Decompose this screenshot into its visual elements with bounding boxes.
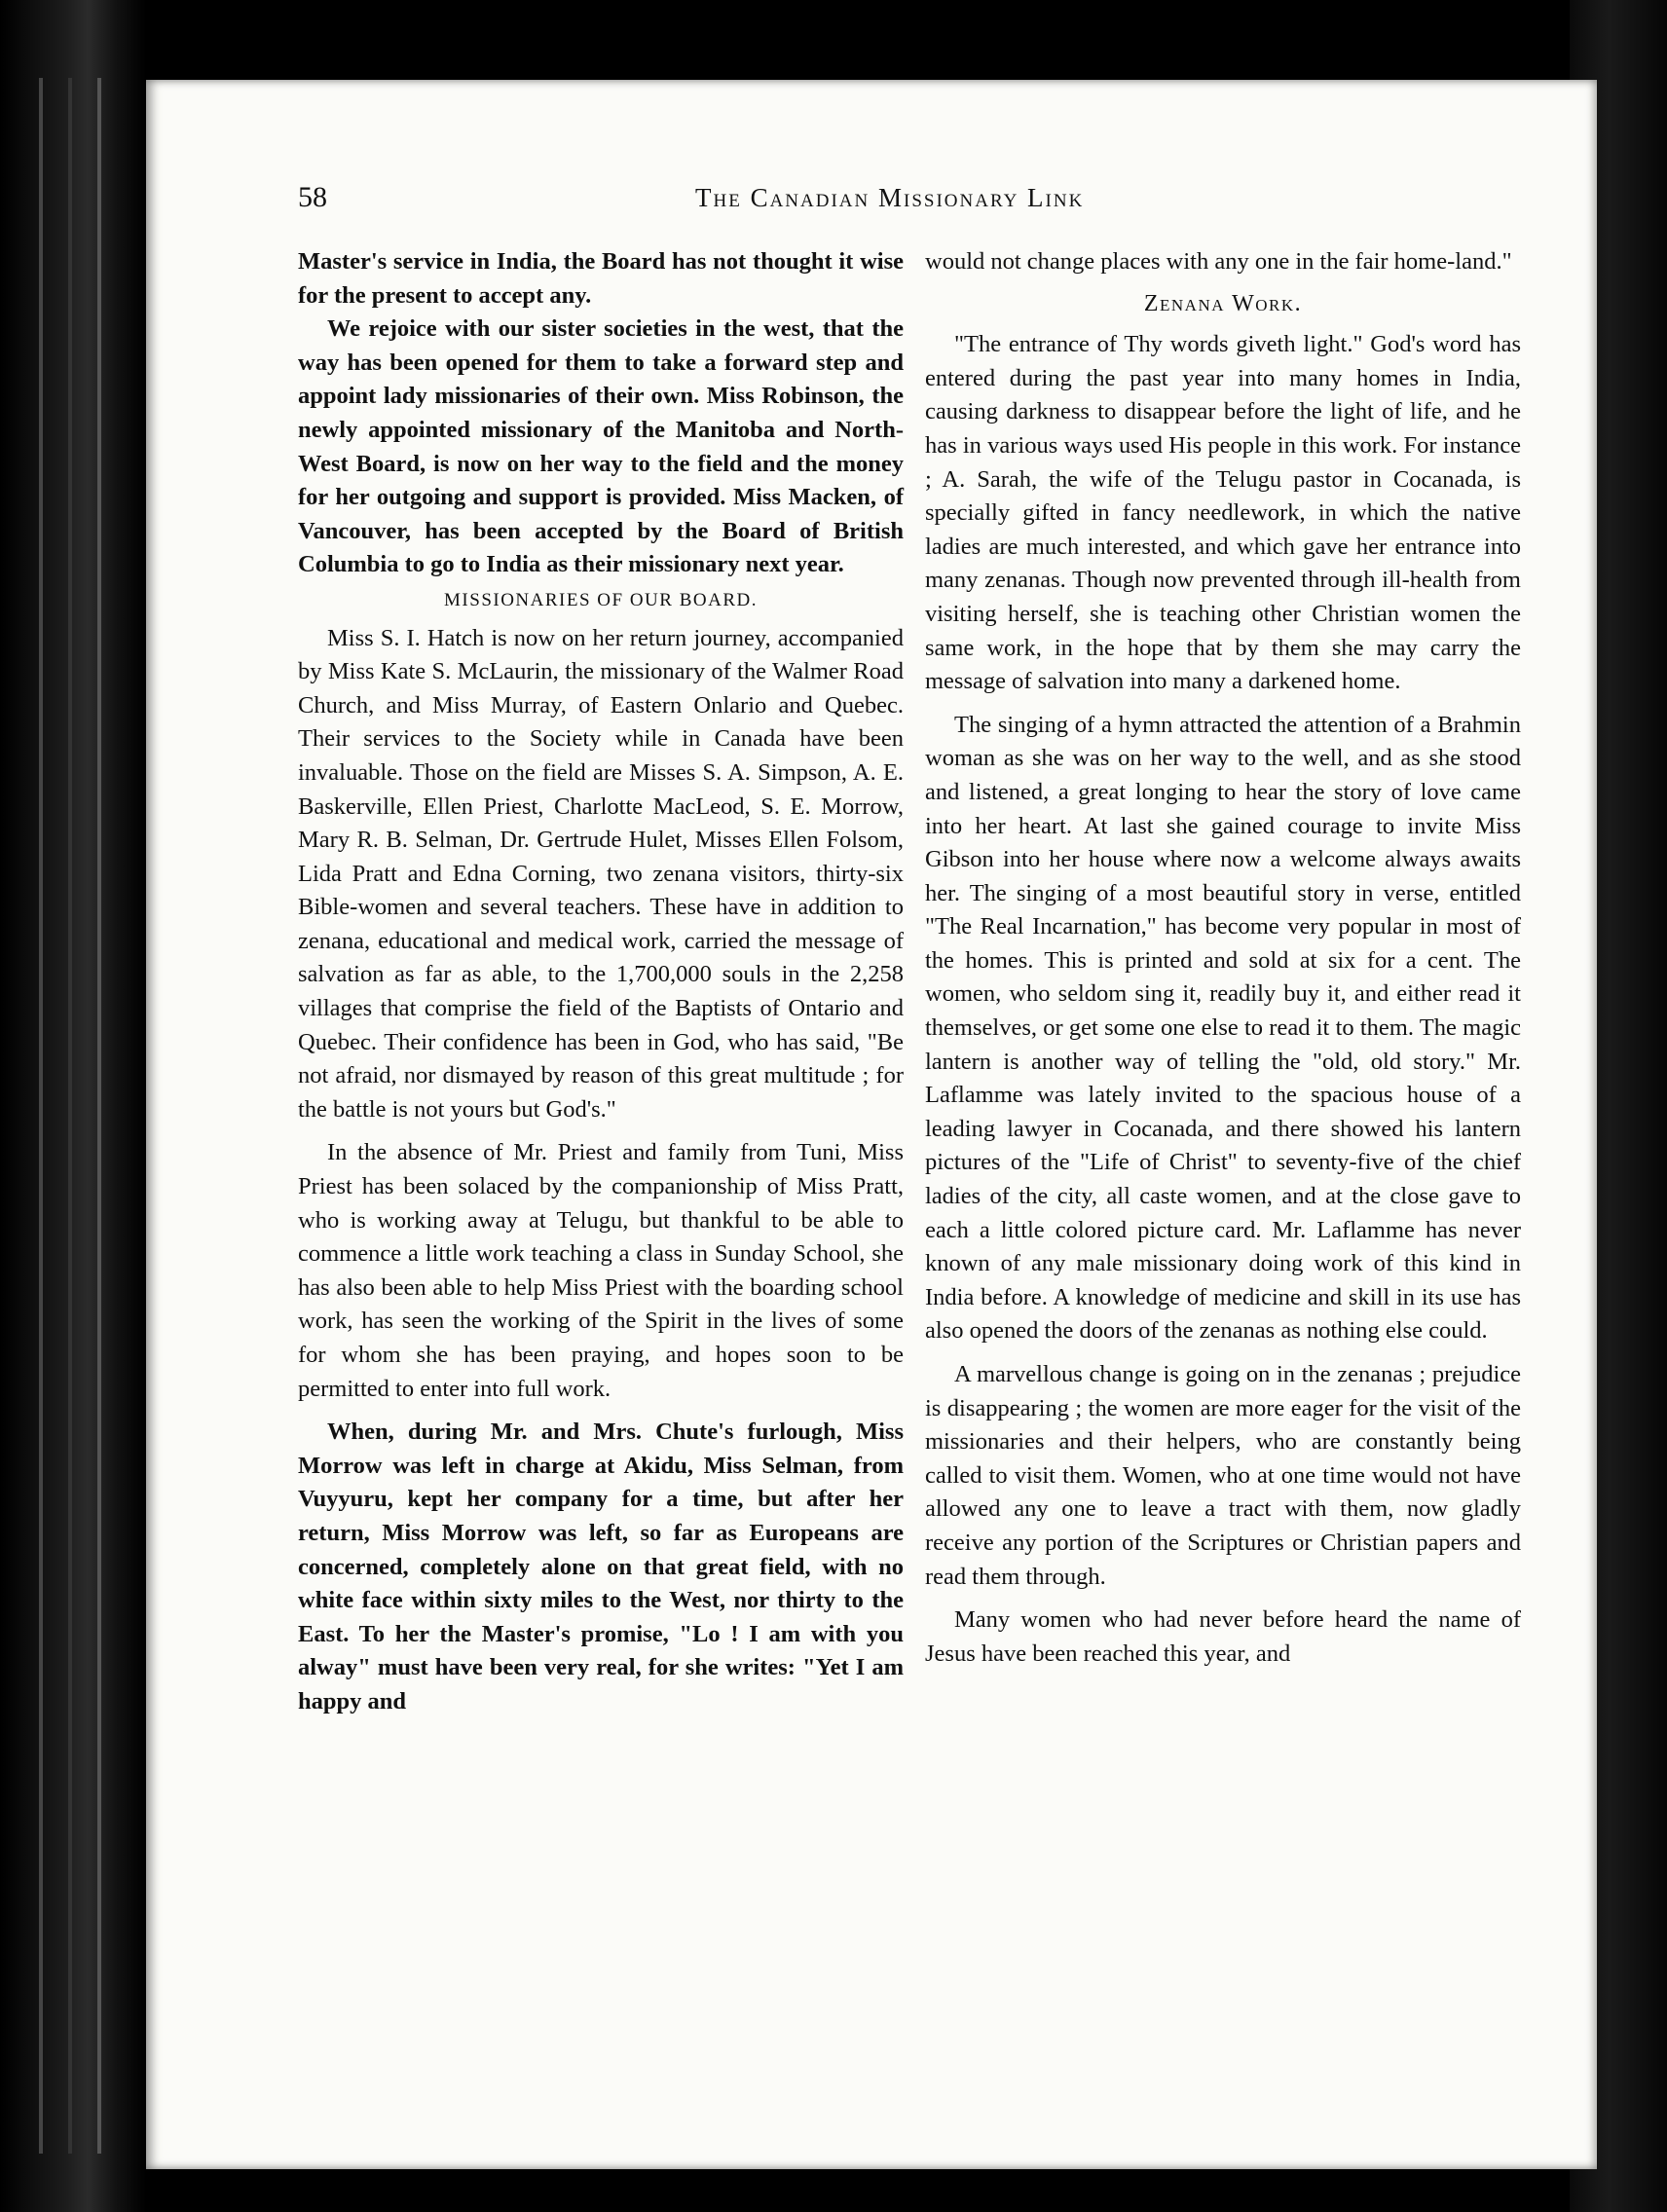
paragraph: Many women who had never before heard the name of Jesus have been reached this year, and (925, 1606, 1521, 1667)
page-header (298, 181, 1521, 220)
page-edge (39, 78, 43, 2154)
section-heading: Zenana Work. (1143, 290, 1303, 316)
paragraph: "The entrance of Thy words giveth light." God's word has entered during the past year into many homes in India, causing darkness to disappear before the light of life, and he has in various ways used His people in this work. For instance ; A. Sarah, the wife of the Telugu pastor in Cocanada, is specially gifted in fancy needlework, in which the native ladies are much interested, and which gave her entrance into many zenanas. Though now prevented through ill-health from visiting herself, she is teaching other Christian women the same work, in the hope that by them she may carry the message of salvation into many a darkened home. (925, 331, 1521, 695)
right-column (925, 245, 1521, 1671)
paragraph: Miss S. I. Hatch is now on her return journey, accompanied by Miss Kate S. McLaurin, the missionary of the Walmer Road Church, and Miss Murray, of Eastern Onlario and Quebec. Their services to the Society while in Canada have been invaluable. Those on the field are Misses S. A. Simpson, A. E. Baskerville, Ellen Priest, Charlotte MacLeod, S. E. Morrow, Mary R. B. Selman, Dr. Gertrude Hulet, Misses Ellen Folsom, Lida Pratt and Edna Corning, two zenana visitors, thirty-six Bible-women and several teachers. These have in addition to zenana, educational and medical work, carried the message of salvation as far as able, to the 1,700,000 souls in the 2,258 villages that comprise the field of the Baptists of Ontario and Quebec. Their confidence has been in God, who has said, "Be not afraid, nor dismayed by reason of this great multitude ; for the battle is not yours but God's." (298, 624, 904, 1123)
paragraph: We rejoice with our sister societies in the west, that the way has been opened for them to take a forward step and appoint lady missionaries of their own. Miss Robinson, the newly appointed missionary of the Manitoba and North-West Board, is now on her way to the field and the money for her outgoing and support is provided. Miss Macken, of Vancouver, has been accepted by the Board of British Columbia to go to India as their missionary next year. (298, 315, 904, 578)
paragraph: would not change places with any one in the fair home-land." (925, 248, 1512, 275)
paragraph: Master's service in India, the Board has not thought it wise for the present to accept any. (298, 248, 904, 309)
book-binding-left (0, 0, 146, 2212)
paragraph: A marvellous change is going on in the zenanas ; prejudice is disappearing ; the women are more eager for the visit of the missionaries and their helpers, who are constantly being called to visit them. Women, who at one time would not have allowed any one to leave a tract with them, now gladly receive any portion of the Scriptures or Christian papers and read them through. (925, 1361, 1521, 1590)
page-edge (97, 78, 101, 2154)
page-number: 58 (298, 181, 327, 213)
running-title: The Canadian Missionary Link (695, 183, 1085, 212)
page-edge (68, 78, 72, 2154)
paragraph: When, during Mr. and Mrs. Chute's furlough, Miss Morrow was left in charge at Akidu, Miss Selman, from Vuyyuru, kept her company for a time, but after her return, Miss Morrow was left, so far as Europeans are concerned, completely alone on that great field, with no white face within sixty miles to the West, nor thirty to the East. To her the Master's promise, "Lo ! I am with you alway" must have been very real, for she writes: "Yet I am happy and (298, 1419, 904, 1714)
paragraph: In the absence of Mr. Priest and family from Tuni, Miss Priest has been solaced by the companionship of Miss Pratt, who is working away at Telugu, but thankful to be able to commence a little work teaching a class in Sunday School, she has also been able to help Miss Priest with the boarding school work, has seen the working of the Spirit in the lives of some for whom she has been praying, and hopes soon to be permitted to enter into full work. (298, 1139, 904, 1402)
left-column (298, 245, 904, 1719)
paragraph: The singing of a hymn attracted the attention of a Brahmin woman as she was on her way to the well, and as she stood and listened, a great longing to hear the story of love came into her heart. At last she gained courage to invite Miss Gibson into her house where now a welcome always awaits her. The singing of a most beautiful story in verse, entitled "The Real Incarnation," has become very popular in most of the homes. This is printed and sold at six for a cent. The women, who seldom sing it, readily buy it, and either read it themselves, or get some one else to read it to them. The magic lantern is another way of telling the "old, old story." Mr. Laflamme was lately invited to the spacious house of a leading lawyer in Cocanada, and there showed his lantern pictures of the "Life of Christ" to seventy-five of the chief ladies of the city, all caste women, and at the close gave to each a little colored picture card. Mr. Laflamme has never known of any male missionary doing work of this kind in India before. A knowledge of medicine and skill in its use has also opened the doors of the zenanas as nothing else could. (925, 711, 1521, 1345)
section-heading: MISSIONARIES OF OUR BOARD. (444, 589, 758, 610)
